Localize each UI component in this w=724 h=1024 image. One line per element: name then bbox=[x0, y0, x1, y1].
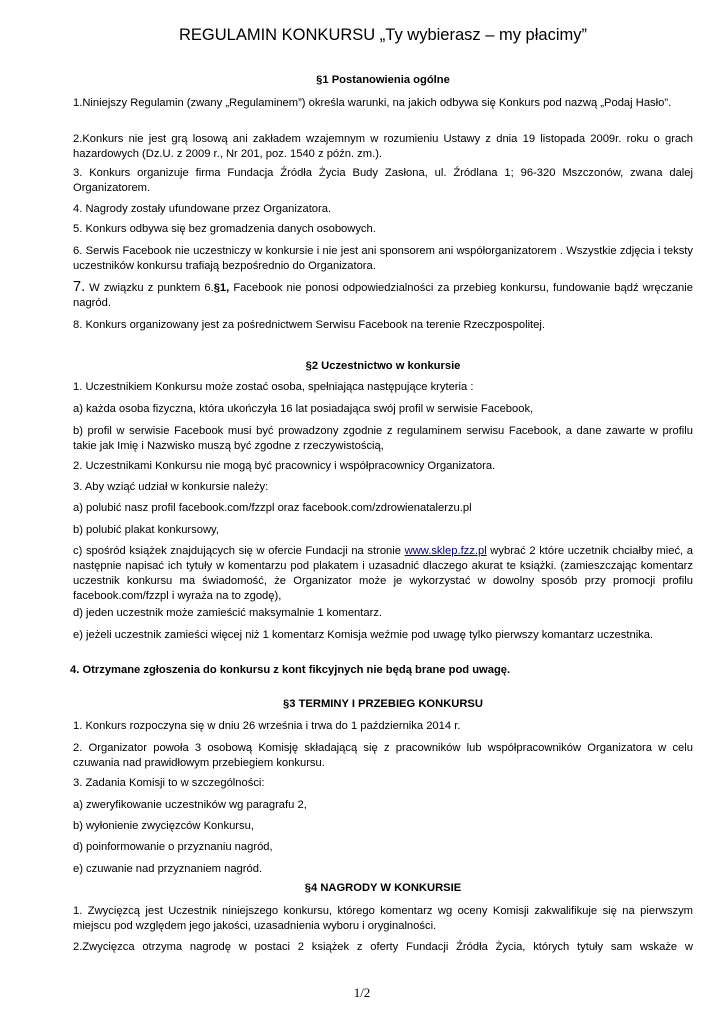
s3-paragraph-2: 2. Organizator powoła 3 osobową Komisję składającą się z pracowników lub współpracowników Organizatora w celu czuwania nad prawidłowym przebiegiem konkursu. bbox=[73, 742, 693, 769]
s4-paragraph-2: 2.Zwycięzca otrzyma nagrodę w postaci 2 książek z oferty Fundacji Źródła Życia, których tytuły sam wskaże w bbox=[73, 941, 693, 953]
s1-paragraph-4: 4. Nagrody zostały ufundowane przez Organizatora. bbox=[73, 203, 332, 215]
section-4-heading: §4 NAGRODY W KONKURSIE bbox=[304, 882, 462, 894]
s1-paragraph-5: 5. Konkurs odbywa się bez gromadzenia danych osobowych. bbox=[73, 223, 376, 235]
s1-paragraph-3: 3. Konkurs organizuje firma Fundacja Źródła Życia Budy Zasłona, ul. Źródlana 1; 96-320 Mszczonów, zwana dalej Organizatorem. bbox=[73, 167, 693, 194]
s1-paragraph-6: 6. Serwis Facebook nie uczestniczy w konkursie i nie jest ani sponsorem ani współorganizatorem . Wszystkie zdjęcia i teksty uczestników konkursu trafiają bezpośrednio do Organizatora. bbox=[73, 245, 693, 272]
document-title: REGULAMIN KONKURSU „Ty wybierasz – my płacimy” bbox=[179, 26, 587, 44]
s1-paragraph-1: 1.Niniejszy Regulamin (zwany „Regulaminem”) określa warunki, na jakich odbywa się Konkurs pod nazwą „Podaj Hasło”. bbox=[73, 97, 672, 109]
s2-paragraph-4: 4. Otrzymane zgłoszenia do konkursu z kont fikcyjnych nie będą brane pod uwagę. bbox=[70, 664, 511, 676]
s3-paragraph-3b: b) wyłonienie zwycięzców Konkursu, bbox=[73, 820, 254, 832]
s2-paragraph-1b: b) profil w serwisie Facebook musi być prowadzony zgodnie z regulaminem serwisu Facebook, a dane zawarte w profilu takie jak Imię i Nazwisko muszą być zgodne z rzeczywistością, bbox=[73, 425, 693, 452]
s3-paragraph-3e: e) czuwanie nad przyznaniem nagród. bbox=[73, 863, 263, 875]
s3-paragraph-3a: a) zweryfikowanie uczestników wg paragrafu 2, bbox=[73, 799, 307, 811]
s1-paragraph-2: 2.Konkurs nie jest grą losową ani zakładem wzajemnym w rozumieniu Ustawy z dnia 19 listopada 2009r. roku o grach hazardowych (Dz.U. z 2009 r., Nr 201, poz. 1540 z późn. zm.). bbox=[73, 133, 693, 160]
section-1-heading: §1 Postanowienia ogólne bbox=[316, 74, 450, 86]
s2-p3c-text-a: c) spośród książek znajdujących się w ofercie Fundacji na stronie bbox=[73, 545, 405, 557]
s2-paragraph-2: 2. Uczestnikami Konkursu nie mogą być pracownicy i współpracownicy Organizatora. bbox=[73, 460, 496, 472]
s3-paragraph-3d: d) poinformowanie o przyznaniu nagród, bbox=[73, 841, 273, 853]
s2-paragraph-1a: a) każda osoba fizyczna, która ukończyła 16 lat posiadająca swój profil w serwisie Facebook, bbox=[73, 403, 534, 415]
s4-paragraph-1: 1. Zwycięzcą jest Uczestnik niniejszego konkursu, którego komentarz wg oceny Komisji zakwalifikuje się na pierwszym miejscu pod względem jego jakości, uzasadnienia wyboru i oryginalności. bbox=[73, 905, 693, 932]
s1-p7-bold: §1, bbox=[213, 282, 230, 294]
section-3-heading: §3 TERMINY I PRZEBIEG KONKURSU bbox=[283, 698, 483, 710]
page-number: 1/2 bbox=[353, 985, 371, 1000]
s3-paragraph-1: 1. Konkurs rozpoczyna się w dniu 26 września i trwa do 1 października 2014 r. bbox=[73, 720, 461, 732]
s1-p7-number: 7. bbox=[73, 279, 86, 295]
s2-paragraph-3d: d) jeden uczestnik może zamieścić maksymalnie 1 komentarz. bbox=[73, 607, 383, 619]
s2-paragraph-3c bbox=[73, 544, 693, 604]
s1-paragraph-7 bbox=[73, 280, 693, 311]
s2-p3c-text-b: wybrać 2 które uczetnik chciałby mieć, a następnie napisać ich tytuły w komentarzu pod plakatem i uzasadnić dlaczego akurat te książki. (zamieszczając komentarz uczestnik konkursu ma świadomość, że Organizator może je wykorzystać w dowolny sposób przy promocji profilu facebook.com/fzzpl i wyraża na to zgodę), bbox=[73, 545, 693, 602]
s2-paragraph-3b: b) polubić plakat konkursowy, bbox=[73, 524, 219, 536]
s1-paragraph-8: 8. Konkurs organizowany jest za pośrednictwem Serwisu Facebook na terenie Rzeczpospolitej. bbox=[73, 319, 545, 331]
shop-link[interactable]: www.sklep.fzz.pl bbox=[404, 545, 487, 557]
section-2-heading: §2 Uczestnictwo w konkursie bbox=[305, 360, 461, 372]
s2-paragraph-1: 1. Uczestnikiem Konkursu może zostać osoba, spełniająca następujące kryteria : bbox=[73, 381, 474, 393]
s2-paragraph-3e: e) jeżeli uczestnik zamieści więcej niż 1 komentarz Komisja weźmie pod uwagę tylko pierwszy komantarz uczestnika. bbox=[73, 629, 654, 641]
s1-p7-text-b: Facebook nie ponosi odpowiedzialności za przebieg konkursu, fundowanie bądź wręczanie nagród. bbox=[73, 282, 693, 309]
s2-paragraph-3a: a) polubić nasz profil facebook.com/fzzpl oraz facebook.com/zdrowienatalerzu.pl bbox=[73, 502, 472, 514]
s3-paragraph-3: 3. Zadania Komisji to w szczególności: bbox=[73, 777, 265, 789]
s1-p7-text-a: W związku z punktem 6. bbox=[85, 282, 214, 294]
s2-paragraph-3: 3. Aby wziąć udział w konkursie należy: bbox=[73, 481, 269, 493]
